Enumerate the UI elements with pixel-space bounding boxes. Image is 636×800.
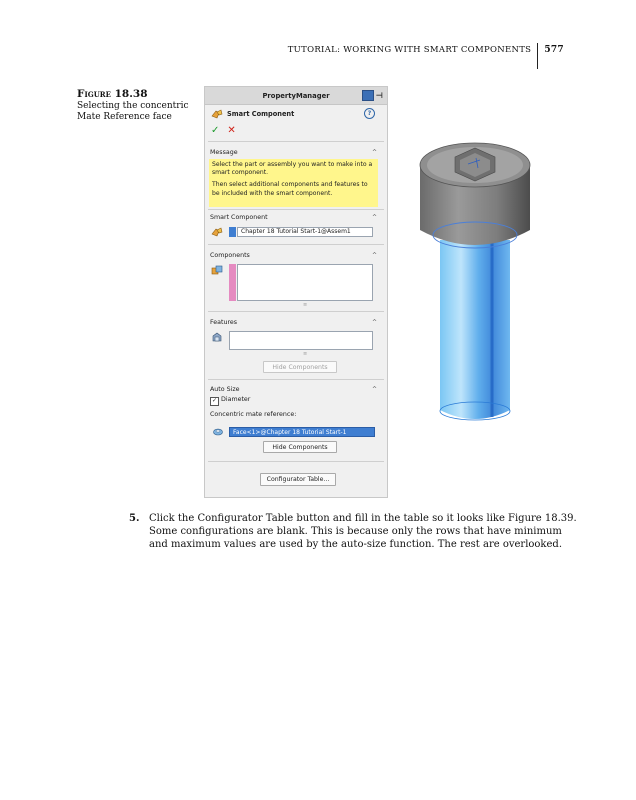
figure-label: Figure 18.38 bbox=[77, 88, 148, 100]
concentric-reference-field[interactable]: Face<1>@Chapter 18 Tutorial Start-1 bbox=[229, 427, 375, 437]
resize-grip-icon[interactable]: ≡ bbox=[303, 302, 308, 308]
hide-components-button-disabled[interactable]: Hide Components bbox=[263, 361, 337, 373]
message-line-2: Then select additional components and features to be included with the smart component. bbox=[212, 181, 368, 197]
body-step bbox=[129, 512, 579, 551]
divider bbox=[208, 311, 384, 312]
collapse-chevron-icon[interactable]: ^ bbox=[371, 213, 377, 221]
concentric-label-row bbox=[205, 411, 387, 421]
message-box bbox=[209, 159, 378, 207]
divider bbox=[208, 379, 384, 380]
pin-icon[interactable]: ⊣ bbox=[375, 91, 383, 100]
message-section-header[interactable] bbox=[205, 147, 387, 157]
components-heading: Components bbox=[210, 251, 250, 259]
configurator-table-button[interactable]: Configurator Table... bbox=[260, 473, 336, 486]
concentric-label: Concentric mate reference: bbox=[210, 411, 297, 418]
step-number: 5. bbox=[129, 513, 140, 524]
panel-controls bbox=[362, 90, 383, 101]
diameter-label: Diameter bbox=[221, 396, 251, 403]
components-color-marker bbox=[229, 264, 236, 301]
components-section-header[interactable] bbox=[205, 250, 387, 260]
collapse-chevron-icon[interactable]: ^ bbox=[371, 148, 377, 156]
hide-components-button[interactable]: Hide Components bbox=[263, 441, 337, 453]
divider bbox=[208, 461, 384, 462]
feature-name: Smart Component bbox=[227, 110, 295, 118]
features-list[interactable] bbox=[229, 331, 373, 350]
smart-component-section-header[interactable] bbox=[205, 212, 387, 222]
collapse-chevron-icon[interactable]: ^ bbox=[371, 318, 377, 326]
selection-color-swatch bbox=[229, 227, 236, 237]
step-text: Click the Configurator Table button and fill in the table so it looks like Figure 18.39. Some configurations are blank. This is because only the rows that have minimum and maximum values are used by the auto-size function. The rest are overlooked. bbox=[149, 513, 577, 550]
resize-grip-icon[interactable]: ≡ bbox=[303, 351, 308, 357]
ok-button[interactable]: ✓ bbox=[211, 124, 220, 136]
divider bbox=[208, 209, 384, 210]
panel-title-bar bbox=[205, 87, 387, 105]
figure-caption bbox=[77, 89, 197, 123]
divider bbox=[208, 244, 384, 245]
auto-size-heading: Auto Size bbox=[210, 385, 240, 393]
diameter-checkbox-row[interactable] bbox=[205, 396, 387, 406]
face-selection-icon bbox=[212, 426, 224, 437]
panel-title: PropertyManager bbox=[262, 91, 330, 100]
caption-text: Selecting the concentric Mate Reference face bbox=[77, 101, 189, 122]
smart-component-icon bbox=[211, 109, 223, 120]
features-section-header[interactable] bbox=[205, 317, 387, 327]
smart-component-field[interactable]: Chapter 18 Tutorial Start-1@Assem1 bbox=[237, 227, 373, 237]
smart-component-icon bbox=[211, 227, 223, 238]
panel-layout-icon[interactable] bbox=[362, 90, 374, 101]
running-header bbox=[288, 37, 564, 63]
features-icon bbox=[211, 332, 223, 343]
smart-component-heading: Smart Component bbox=[210, 213, 268, 221]
page-number: 577 bbox=[544, 45, 564, 55]
collapse-chevron-icon[interactable]: ^ bbox=[371, 385, 377, 393]
property-manager-panel bbox=[204, 86, 388, 498]
feature-header bbox=[205, 107, 387, 121]
collapse-chevron-icon[interactable]: ^ bbox=[371, 251, 377, 259]
auto-size-section-header[interactable] bbox=[205, 384, 387, 394]
cap-screw-model[interactable] bbox=[410, 130, 550, 430]
running-title: TUTORIAL: WORKING WITH SMART COMPONENTS bbox=[287, 45, 532, 55]
components-list[interactable] bbox=[237, 264, 373, 301]
message-heading: Message bbox=[210, 148, 238, 156]
message-line-1: Select the part or assembly you want to make into a smart component. bbox=[212, 161, 373, 177]
diameter-checkbox[interactable]: ✓ bbox=[211, 397, 218, 404]
cancel-button[interactable]: ✕ bbox=[227, 124, 236, 136]
screw-shaft[interactable] bbox=[440, 240, 510, 419]
components-icon bbox=[211, 265, 223, 276]
header-rule bbox=[537, 43, 538, 69]
divider bbox=[208, 141, 384, 142]
help-icon[interactable]: ? bbox=[364, 108, 375, 119]
features-heading: Features bbox=[210, 318, 238, 326]
ok-cancel-row bbox=[205, 123, 387, 137]
